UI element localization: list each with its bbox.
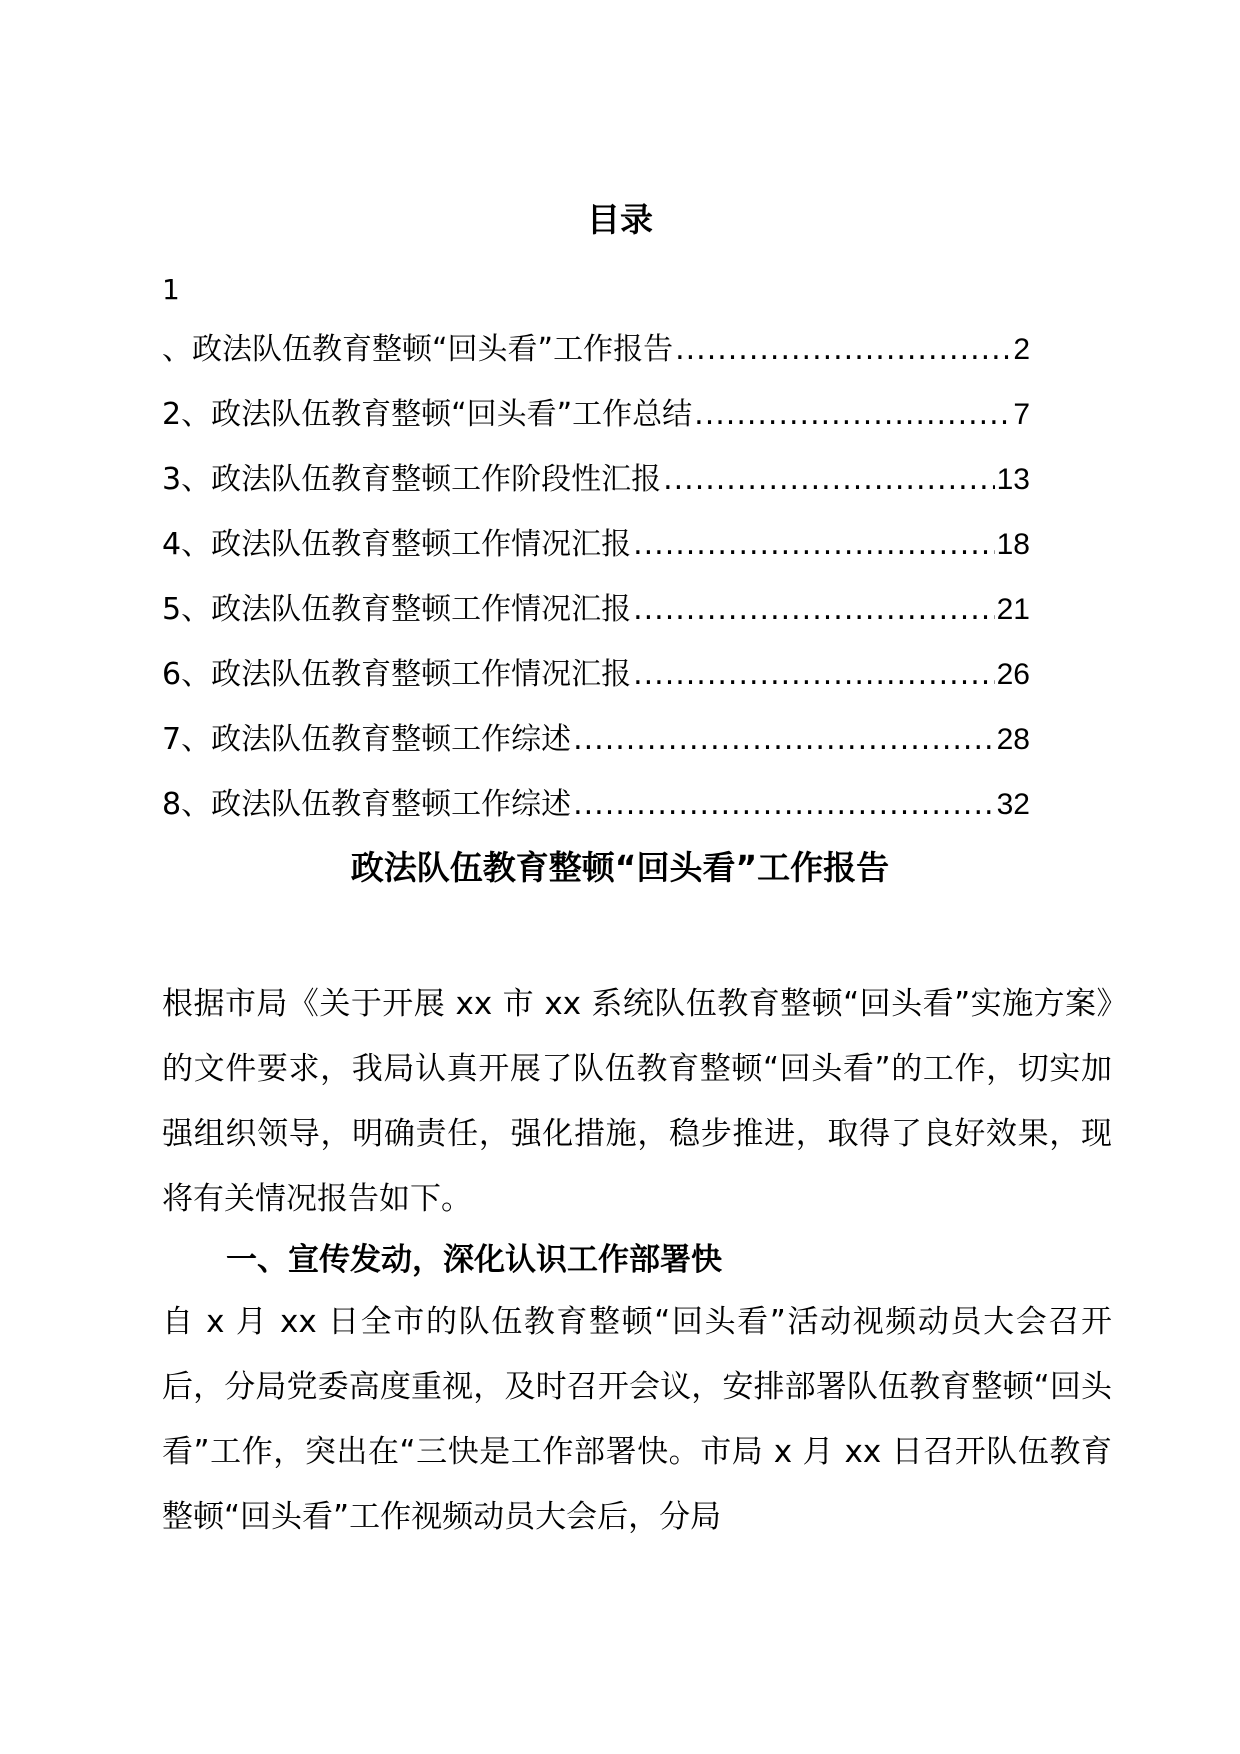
toc-entry-title: 6、政法队伍教育整顿工作情况汇报 <box>162 657 632 692</box>
toc-entry-page: 2 <box>1013 333 1030 366</box>
toc-entry-title: 8、政法队伍教育整顿工作综述 <box>162 787 572 822</box>
toc-entry-title: 3、政法队伍教育整顿工作阶段性汇报 <box>162 462 662 497</box>
toc-entry[interactable] <box>162 655 1030 720</box>
toc-entry[interactable] <box>162 720 1030 785</box>
toc-dot-leader <box>633 655 995 695</box>
toc-entry-page: 7 <box>1013 398 1030 431</box>
toc-entry-page: 28 <box>996 723 1030 756</box>
toc-dot-leader <box>573 720 995 760</box>
toc-entry-page: 21 <box>996 593 1030 626</box>
toc-dot-leader <box>573 785 995 825</box>
toc-entry-title: 4、政法队伍教育整顿工作情况汇报 <box>162 527 632 562</box>
toc-entry[interactable] <box>162 590 1030 655</box>
section-body-paragraph: 自 x 月 xx 日全市的队伍教育整顿“回头看”活动视频动员大会召开后，分局党委高度重视，及时召开会议，安排部署队伍教育整顿“回头看”工作，突出在“三快是工作部署快。市局 x 月 xx 日召开队伍教育整顿“回头看”工作视频动员大会后，分局 <box>162 1304 1112 1535</box>
toc-entry[interactable] <box>162 395 1030 460</box>
section-heading: 一、宣传发动，深化认识工作部署快 <box>226 1242 722 1278</box>
toc-entry-page: 26 <box>996 658 1030 691</box>
toc-entry[interactable] <box>162 460 1030 525</box>
toc-entry[interactable] <box>162 785 1030 850</box>
toc-entry-title: 2、政法队伍教育整顿“回头看”工作总结 <box>162 397 693 432</box>
toc-entry[interactable] <box>162 525 1030 590</box>
toc-first-line-number: 1 <box>162 273 180 306</box>
toc-entry-page: 32 <box>996 788 1030 821</box>
report-title: 政法队伍教育整顿“回头看”工作报告 <box>350 848 890 887</box>
toc-entry-title: 5、政法队伍教育整顿工作情况汇报 <box>162 592 632 627</box>
toc-dot-leader <box>633 525 995 565</box>
toc-list <box>162 330 1030 850</box>
toc-entry-page: 13 <box>996 463 1030 496</box>
toc-entry-title: 、政法队伍教育整顿“回头看”工作报告 <box>162 332 674 367</box>
toc-dot-leader <box>694 395 1011 435</box>
toc-title: 目录 <box>587 200 653 239</box>
toc-dot-leader <box>663 460 995 500</box>
intro-paragraph: 根据市局《关于开展 xx 市 xx 系统队伍教育整顿“回头看”实施方案》的文件要求，我局认真开展了队伍教育整顿“回头看”的工作，切实加强组织领导，明确责任，强化措施，稳步推进，取得了良好效果，现将有关情况报告如下。 <box>162 986 1112 1217</box>
toc-entry-page: 18 <box>996 528 1030 561</box>
toc-entry[interactable] <box>162 330 1030 395</box>
toc-dot-leader <box>633 590 995 630</box>
toc-entry-title: 7、政法队伍教育整顿工作综述 <box>162 722 572 757</box>
toc-dot-leader <box>675 330 1011 370</box>
